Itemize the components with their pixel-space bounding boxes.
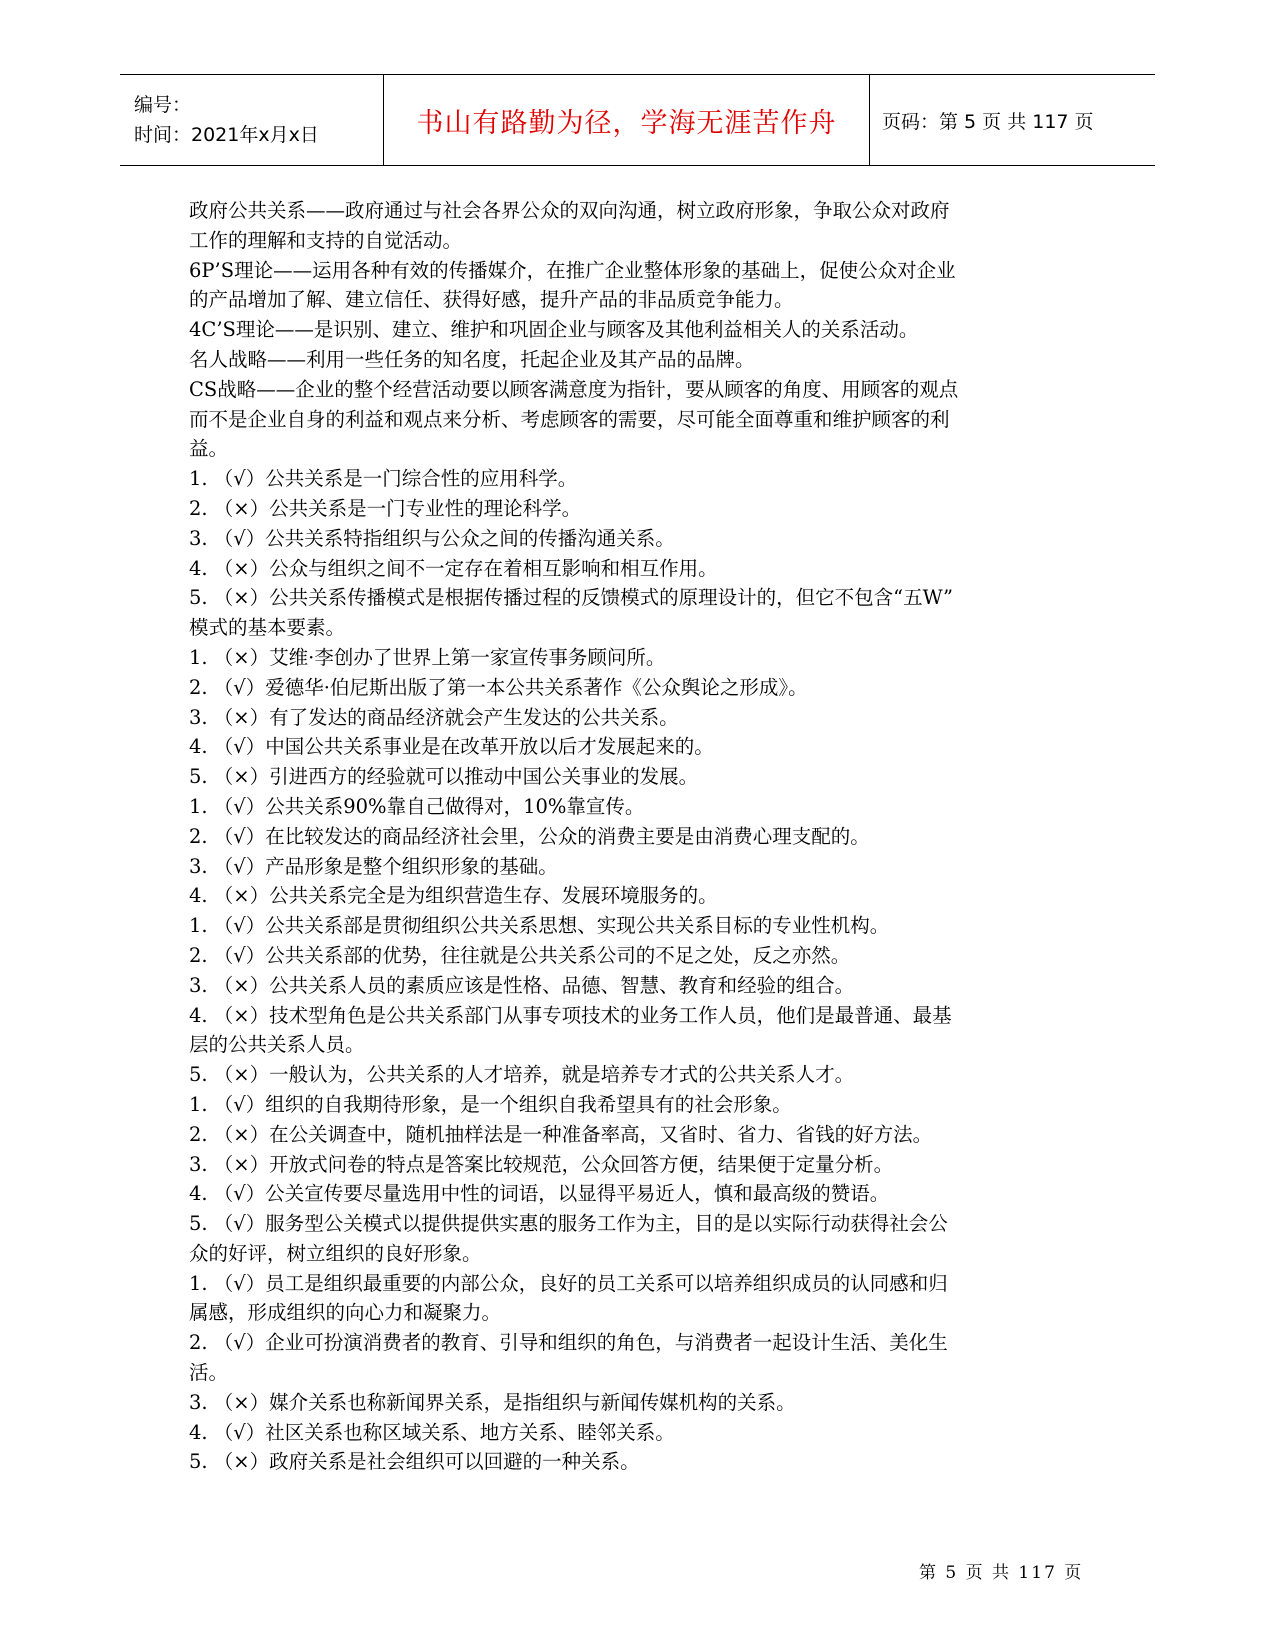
text-line: 1. （×）艾维·李创办了世界上第一家宣传事务顾问所。 [189, 645, 666, 669]
text-line: 的产品增加了解、建立信任、获得好感，提升产品的非品质竞争能力。 [189, 288, 794, 312]
text-line: 4. （√）公关宣传要尽量选用中性的词语，以显得平易近人，慎和最高级的赞语。 [189, 1182, 890, 1206]
text-line: 3. （√）公共关系特指组织与公众之间的传播沟通关系。 [189, 526, 675, 550]
text-line: 2. （√）爱德华·伯尼斯出版了第一本公共关系著作《公众舆论之形成》。 [189, 675, 808, 699]
text-line: 众的好评，树立组织的良好形象。 [189, 1241, 482, 1265]
text-line: 2. （×）在公关调查中，随机抽样法是一种准备率高，又省时、省力、省钱的好方法。 [189, 1122, 933, 1146]
text-line: 5. （×）一般认为，公共关系的人才培养，就是培养专才式的公共关系人才。 [189, 1063, 855, 1087]
page-footer [919, 1558, 1083, 1583]
text-line: 4. （×）公众与组织之间不一定存在着相互影响和相互作用。 [189, 556, 718, 580]
text-line: 属感，形成组织的向心力和凝聚力。 [189, 1301, 502, 1325]
text-line: 4. （√）中国公共关系事业是在改革开放以后才发展起来的。 [189, 735, 714, 759]
footer-page-number: 第 5 页 共 117 页 [919, 1563, 1084, 1583]
text-line: 2. （√）企业可扮演消费者的教育、引导和组织的角色，与消费者一起设计生活、美化生 [189, 1331, 948, 1355]
text-line: 2. （√）公共关系部的优势，往往就是公共关系公司的不足之处，反之亦然。 [189, 943, 851, 967]
text-line: 而不是企业自身的利益和观点来分析、考虑顾客的需要，尽可能全面尊重和维护顾客的利 [189, 407, 950, 431]
text-line: 4. （×）公共关系完全是为组织营造生存、发展环境服务的。 [189, 884, 718, 908]
text-line: 5. （×）政府关系是社会组织可以回避的一种关系。 [189, 1450, 640, 1474]
text-line: 活。 [189, 1361, 229, 1385]
text-line: 5. （√）服务型公关模式以提供提供实惠的服务工作为主，目的是以实际行动获得社会公 [189, 1212, 948, 1236]
document-time-label: 时间：2021年x月x日 [134, 124, 319, 146]
text-line: 6P’S理论——运用各种有效的传播媒介，在推广企业整体形象的基础上，促使公众对企业 [189, 258, 956, 282]
text-line: 3. （×）有了发达的商品经济就会产生发达的公共关系。 [189, 705, 679, 729]
text-line: 3. （×）公共关系人员的素质应该是性格、品德、智慧、教育和经验的组合。 [189, 973, 855, 997]
text-line: 1. （√）公共关系是一门综合性的应用科学。 [189, 467, 578, 491]
header-meta [120, 75, 384, 165]
text-line: 层的公共关系人员。 [189, 1033, 365, 1057]
text-line: 4. （√）社区关系也称区域关系、地方关系、睦邻关系。 [189, 1420, 675, 1444]
text-line: 2. （√）在比较发达的商品经济社会里，公众的消费主要是由消费心理支配的。 [189, 824, 870, 848]
text-line: 模式的基本要素。 [189, 616, 346, 640]
header-motto [384, 75, 870, 165]
text-line: 政府公共关系——政府通过与社会各界公众的双向沟通，树立政府形象，争取公众对政府 [189, 199, 950, 222]
text-line: 1. （√）员工是组织最重要的内部公众，良好的员工关系可以培养组织成员的认同感和归 [189, 1271, 948, 1295]
text-line: 1. （√）公共关系部是贯彻组织公共关系思想、实现公共关系目标的专业性机构。 [189, 914, 890, 938]
motto-text: 书山有路勤为径，学海无涯苦作舟 [416, 107, 837, 139]
text-line: 2. （×）公共关系是一门专业性的理论科学。 [189, 496, 582, 520]
text-line: 工作的理解和支持的自觉活动。 [189, 228, 463, 252]
text-line: 名人战略——利用一些任务的知名度，托起企业及其产品的品牌。 [189, 347, 755, 371]
page-number-label: 页码：第 5 页 共 117 页 [882, 110, 1094, 133]
page-header [120, 74, 1155, 166]
text-line: 3. （×）媒介关系也称新闻界关系，是指组织与新闻传媒机构的关系。 [189, 1390, 796, 1414]
text-line: 4C’S理论——是识别、建立、维护和巩固企业与顾客及其他利益相关人的关系活动。 [189, 318, 919, 342]
text-line: 1. （√）组织的自我期待形象，是一个组织自我希望具有的社会形象。 [189, 1092, 792, 1116]
document-number-label: 编号： [134, 94, 192, 116]
text-line: 4. （×）技术型角色是公共关系部门从事专项技术的业务工作人员，他们是最普通、最基 [189, 1003, 952, 1027]
text-line: 5. （×）公共关系传播模式是根据传播过程的反馈模式的原理设计的，但它不包含“五W” [189, 586, 953, 610]
document-body [189, 196, 1089, 1477]
text-line: 3. （×）开放式问卷的特点是答案比较规范，公众回答方便，结果便于定量分析。 [189, 1152, 894, 1176]
text-line: CS战略——企业的整个经营活动要以顾客满意度为指针，要从顾客的角度、用顾客的观点 [189, 377, 959, 401]
text-line: 益。 [189, 437, 229, 461]
text-line: 5. （×）引进西方的经验就可以推动中国公关事业的发展。 [189, 765, 699, 789]
text-line: 3. （√）产品形象是整个组织形象的基础。 [189, 854, 558, 878]
header-page-info [870, 75, 1155, 165]
text-line: 1. （√）公共关系90%靠自己做得对，10%靠宣传。 [189, 794, 645, 818]
